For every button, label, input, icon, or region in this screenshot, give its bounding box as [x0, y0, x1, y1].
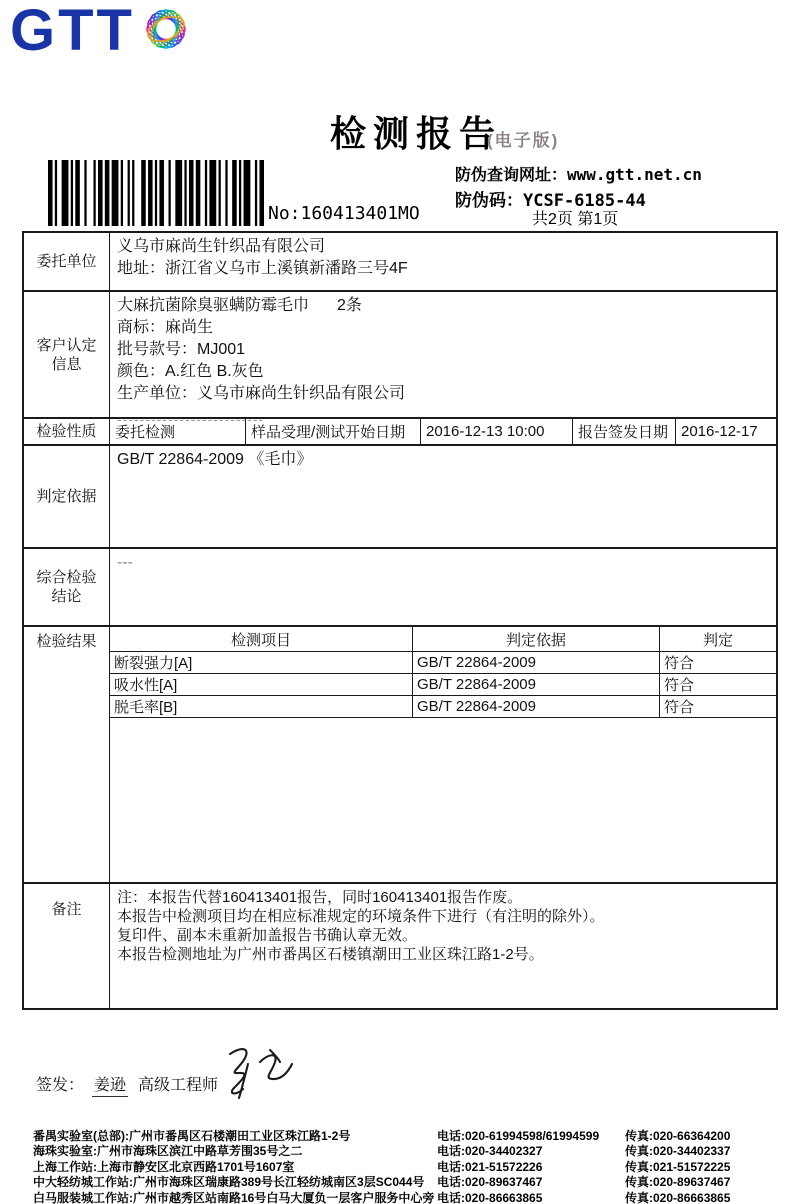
- table-row: [110, 652, 776, 674]
- client-name: 义乌市麻尚生针织品有限公司: [117, 238, 326, 255]
- issue-date-value: 2016-12-17: [681, 423, 758, 440]
- lab-phone: 电话:020-86663865: [437, 1190, 543, 1204]
- lab-fax: 传真:020-89637467: [625, 1175, 731, 1190]
- conclusion-label-line1: 综合检验: [36, 569, 97, 586]
- lab-address: 白马服装城工作站:广州市越秀区站南路16号白马大厦负一层客户服务中心旁: [33, 1190, 435, 1204]
- conclusion-row: [24, 549, 776, 627]
- conclusion-value: ---: [117, 554, 133, 571]
- lab-fax: 传真:020-86663865: [625, 1190, 731, 1204]
- results-empty-area: [110, 718, 776, 882]
- signer-name: 姜逊: [92, 1072, 128, 1097]
- remarks-label: 备注: [24, 884, 110, 1008]
- report-table: [22, 231, 778, 1010]
- results-label: 检验结果: [24, 627, 110, 882]
- footer-row: [33, 1175, 785, 1190]
- client-row: [24, 233, 776, 292]
- handwritten-signature: [212, 1040, 304, 1109]
- manufacturer-line: 生产单位：义乌市麻尚生针织品有限公司: [117, 385, 406, 402]
- result-item: 脱毛率[B]: [110, 696, 413, 717]
- result-verdict: 符合: [664, 655, 695, 672]
- lab-address: 海珠实验室:广州市海珠区滨江中路草芳围35号之二: [33, 1144, 303, 1159]
- customer-info-label: [24, 292, 110, 417]
- signer-title: 高级工程师: [138, 1077, 219, 1094]
- judgment-basis-row: [24, 446, 776, 549]
- product-name: 大麻抗菌除臭驱螨防霉毛巾: [117, 297, 310, 314]
- gtt-logo: [10, 0, 193, 62]
- dash-separator: --------------------------: [117, 411, 265, 427]
- table-row: [110, 696, 776, 718]
- results-col-verdict: 判定: [702, 631, 733, 649]
- lab-phone: 电话:020-61994598/61994599: [437, 1129, 600, 1143]
- lab-address: 番禺实验室(总部):广州市番禺区石楼潮田工业区珠江路1-2号: [33, 1129, 351, 1143]
- antifake-url-label: 防伪查询网址：: [455, 167, 568, 184]
- product-line: [117, 295, 769, 317]
- lab-fax: 传真:020-34402337: [625, 1144, 731, 1159]
- result-verdict: 符合: [664, 699, 695, 716]
- client-label: 委托单位: [24, 233, 110, 290]
- customer-info-label-line2: 信息: [51, 355, 82, 373]
- results-col-basis: 判定依据: [413, 627, 660, 651]
- result-verdict: 符合: [664, 677, 695, 694]
- lab-fax: 传真:021-51572225: [625, 1159, 731, 1174]
- result-basis: GB/T 22864-2009: [413, 696, 660, 717]
- sample-date-value: 2016-12-13 10:00: [421, 419, 573, 444]
- results-row: [24, 627, 776, 884]
- trademark-line: 商标：麻尚生: [117, 319, 214, 336]
- remark-line: 复印件、副本未重新加盖报告书确认章无效。: [117, 927, 418, 944]
- footer-row: [33, 1191, 785, 1204]
- product-quantity: 2条: [337, 297, 362, 314]
- result-basis: GB/T 22864-2009: [413, 652, 660, 673]
- result-item: 断裂强力[A]: [110, 652, 413, 673]
- signoff-line: [36, 1072, 218, 1097]
- judgment-basis-value: GB/T 22864-2009 《毛巾》: [117, 451, 313, 468]
- conclusion-label-line2: 结论: [51, 588, 82, 605]
- inspection-nature-row: [24, 419, 776, 446]
- inspection-nature-value: 委托检测: [110, 419, 246, 444]
- footer: [33, 1129, 785, 1204]
- customer-info-row: [24, 292, 776, 427]
- remarks-content: [110, 884, 776, 1008]
- barcode: [48, 160, 264, 226]
- color-line: 颜色：A.红色 B.灰色: [117, 363, 264, 380]
- remark-line: 注：本报告代替160413401报告，同时160413401报告作废。: [117, 889, 523, 906]
- result-basis: GB/T 22864-2009: [413, 674, 660, 695]
- lab-phone: 电话:020-34402327: [437, 1144, 543, 1159]
- customer-info-label-line1: 客户认定: [36, 336, 97, 354]
- footer-row: [33, 1160, 785, 1175]
- report-title: 检测报告: [330, 113, 503, 154]
- issue-date-label: 报告签发日期: [573, 419, 676, 444]
- customer-info-content: [110, 292, 776, 427]
- page-indicator: 共2页 第1页: [532, 211, 619, 228]
- gtt-logo-text: GTT: [10, 0, 135, 63]
- antifake-code-value: YCSF-6185-44: [523, 191, 646, 211]
- antifake-code-label: 防伪码：: [455, 191, 523, 210]
- batch-line: 批号款号：MJ001: [117, 341, 246, 358]
- remarks-row: [24, 884, 776, 1008]
- lab-fax: 传真:020-66364200: [625, 1129, 731, 1143]
- footer-row: [33, 1129, 785, 1144]
- table-row: [110, 674, 776, 696]
- remark-line: 本报告检测地址为广州市番禺区石楼镇潮田工业区珠江路1-2号。: [117, 946, 544, 963]
- lab-address: 上海工作站:上海市静安区北京西路1701号1607室: [33, 1159, 295, 1174]
- rainbow-swirl-icon: [139, 4, 193, 61]
- signoff-label: 签发：: [36, 1077, 85, 1094]
- edition-label: (电子版): [487, 131, 560, 150]
- antifake-url-line: [455, 162, 702, 185]
- results-table: [110, 627, 776, 882]
- result-item: 吸水性[A]: [110, 674, 413, 695]
- footer-row: [33, 1144, 785, 1159]
- client-content: [110, 233, 776, 290]
- results-col-item: 检测项目: [110, 627, 413, 651]
- antifake-url-value: www.gtt.net.cn: [567, 165, 702, 184]
- lab-phone: 电话:020-89637467: [437, 1175, 543, 1190]
- results-header: [110, 627, 776, 652]
- lab-phone: 电话:021-51572226: [437, 1159, 543, 1174]
- lab-address: 中大轻纺城工作站:广州市海珠区瑞康路389号长江轻纺城南区3层SC044号: [33, 1175, 425, 1190]
- inspection-nature-label: 检验性质: [24, 419, 110, 444]
- report-number: No:160413401MO: [268, 203, 420, 224]
- client-address: 地址：浙江省义乌市上溪镇新潘路三号4F: [117, 260, 408, 277]
- sample-date-label: 样品受理/测试开始日期: [246, 419, 421, 444]
- remark-line: 本报告中检测项目均在相应标准规定的环境条件下进行（有注明的除外）。: [117, 908, 605, 925]
- judgment-basis-label: 判定依据: [24, 446, 110, 547]
- conclusion-label: [24, 549, 110, 625]
